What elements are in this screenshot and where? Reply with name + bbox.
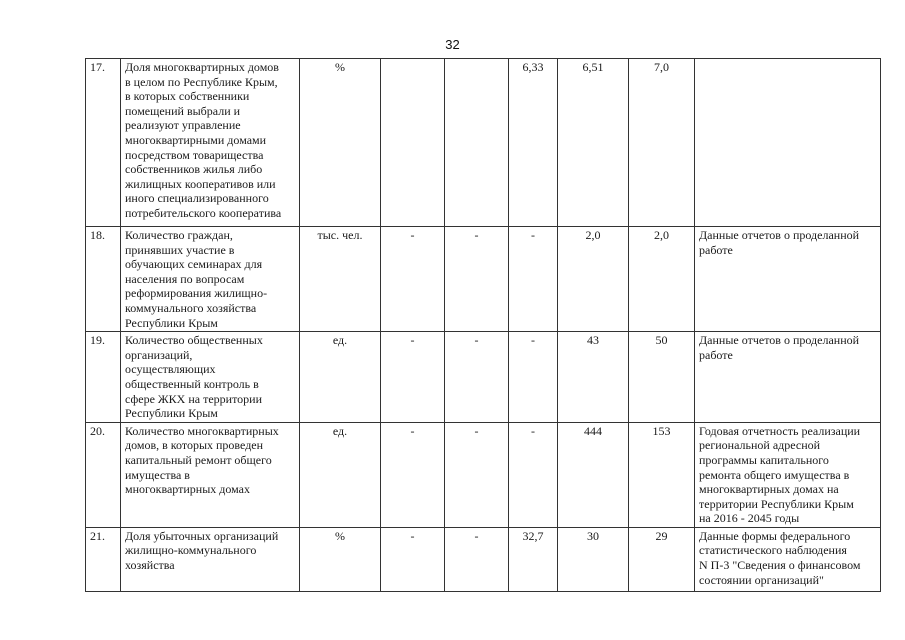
row-number: 21. bbox=[86, 527, 121, 591]
value-cell: 32,7 bbox=[509, 527, 558, 591]
value-cell: - bbox=[381, 527, 445, 591]
value-cell: 43 bbox=[558, 332, 629, 423]
value-cell: 50 bbox=[629, 332, 695, 423]
unit-cell: % bbox=[300, 59, 381, 227]
value-cell: 2,0 bbox=[558, 227, 629, 332]
value-cell: 6,51 bbox=[558, 59, 629, 227]
value-cell: 444 bbox=[558, 422, 629, 527]
source-cell: Данные формы федерального статистического наблюдения N П-3 "Сведения о финансовом состоянии организаций" bbox=[695, 527, 881, 591]
source-cell: Годовая отчетность реализации региональной адресной программы капитального ремонта общего имущества в многоквартирных домах на территории Республики Крым на 2016 - 2045 годы bbox=[695, 422, 881, 527]
table-row bbox=[86, 332, 881, 423]
value-cell: 7,0 bbox=[629, 59, 695, 227]
value-cell: 30 bbox=[558, 527, 629, 591]
value-cell bbox=[445, 59, 509, 227]
value-cell: - bbox=[381, 422, 445, 527]
source-cell: Данные отчетов о проделанной работе bbox=[695, 227, 881, 332]
page-number: 32 bbox=[445, 37, 460, 52]
value-cell bbox=[381, 59, 445, 227]
indicator-name: Количество многоквартирных домов, в которых проведен капитальный ремонт общего имущества в многоквартирных домах bbox=[121, 422, 300, 527]
source-cell: Данные отчетов о проделанной работе bbox=[695, 332, 881, 423]
value-cell: - bbox=[509, 332, 558, 423]
table-row bbox=[86, 527, 881, 591]
unit-cell: ед. bbox=[300, 422, 381, 527]
value-cell: - bbox=[445, 527, 509, 591]
value-cell: - bbox=[445, 227, 509, 332]
source-cell bbox=[695, 59, 881, 227]
value-cell: - bbox=[445, 332, 509, 423]
value-cell: - bbox=[445, 422, 509, 527]
value-cell: - bbox=[381, 227, 445, 332]
value-cell: - bbox=[509, 422, 558, 527]
value-cell: - bbox=[509, 227, 558, 332]
row-number: 17. bbox=[86, 59, 121, 227]
row-number: 18. bbox=[86, 227, 121, 332]
value-cell: 29 bbox=[629, 527, 695, 591]
indicator-name: Количество общественных организаций, осуществляющих общественный контроль в сфере ЖКХ на территории Республики Крым bbox=[121, 332, 300, 423]
indicator-name: Доля многоквартирных домов в целом по Республике Крым, в которых собственники помещений выбрали и реализуют управление многоквартирными домами посредством товарищества собственников жилья либо жилищных кооперативов или иного специализированного потребительского кооператива bbox=[121, 59, 300, 227]
value-cell: 6,33 bbox=[509, 59, 558, 227]
row-number: 20. bbox=[86, 422, 121, 527]
value-cell: 153 bbox=[629, 422, 695, 527]
row-number: 19. bbox=[86, 332, 121, 423]
unit-cell: % bbox=[300, 527, 381, 591]
indicators-table bbox=[85, 58, 881, 592]
unit-cell: тыс. чел. bbox=[300, 227, 381, 332]
indicator-name: Доля убыточных организаций жилищно-коммунального хозяйства bbox=[121, 527, 300, 591]
value-cell: - bbox=[381, 332, 445, 423]
value-cell: 2,0 bbox=[629, 227, 695, 332]
table-row bbox=[86, 227, 881, 332]
indicator-name: Количество граждан, принявших участие в обучающих семинарах для населения по вопросам реформирования жилищно- коммунального хозяйства Республики Крым bbox=[121, 227, 300, 332]
unit-cell: ед. bbox=[300, 332, 381, 423]
table-row bbox=[86, 422, 881, 527]
table-row bbox=[86, 59, 881, 227]
